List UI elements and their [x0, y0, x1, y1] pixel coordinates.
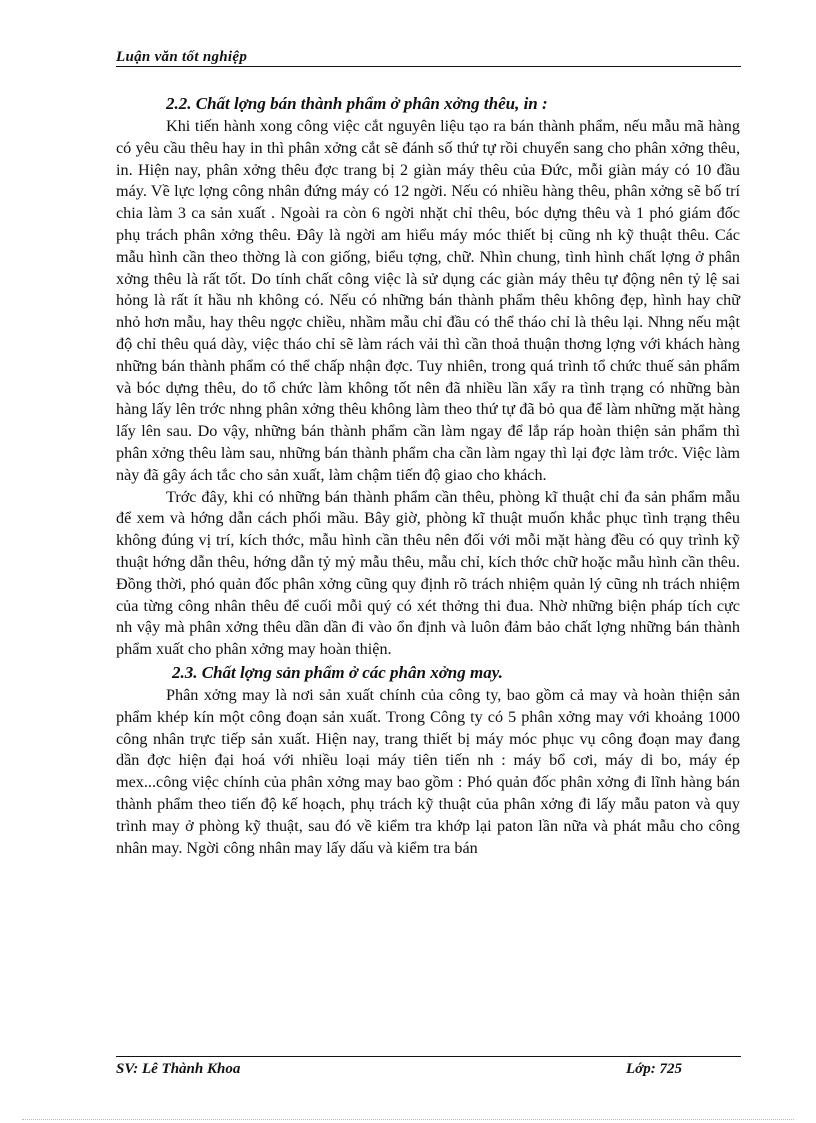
section-heading-2-3: 2.3. Chất lợng sản phẩm ở các phân xởng may. [172, 662, 503, 682]
page-edge [22, 1119, 794, 1120]
header-rule [116, 66, 741, 67]
paragraph: Khi tiến hành xong công việc cắt nguyên liệu tạo ra bán thành phẩm, nếu mẫu mã hàng có yêu cầu thêu hay in thì phân xởng cắt sẽ đánh số thứ tự rồi chuyển sang cho phân xởng thêu, in. Hiện nay, phân xởng thêu đợc trang bị 2 giàn máy thêu của Đức, mỗi giàn máy có 10 đầu máy. Về lực lợng công nhân đứng máy có 12 ngời. Nếu có nhiều hàng thêu, phân xởng sẽ bố trí chia làm 3 ca sản xuất . Ngoài ra còn 6 ngời nhặt chỉ thêu, bóc dựng thêu và 1 phó giám đốc phụ trách phân xởng thêu. Đây là ngời am hiểu máy móc thiết bị cũng nh kỹ thuật thêu. Các mẫu hình cần theo thờng là con giống, biểu tợng, chữ. Nhìn chung, tình hình chất lợng ở phân xởng thêu là rất tốt. Do tính chất công việc là sử dụng các giàn máy thêu tự động nên tỷ lệ sai hỏng là rất ít hầu nh không có. Nếu có những bán thành phẩm thêu không đẹp, hình hay chữ nhỏ hơn mẫu, hay thêu ngợc chiều, nhầm mẫu chỉ đầu có thể tháo chỉ là thêu lại. Nhng nếu mật độ chỉ thêu quá dày, việc tháo chỉ sẽ làm rách vải thì cần thoả thuận thơng lợng với khách hàng những bán thành phẩm có thể chấp nhận đợc. Tuy nhiên, trong quá trình tổ chức thuế sản phẩm và bóc dựng thêu, do tổ chức làm không tốt nên đã nhiều lần xẩy ra tình trạng có những bàn hàng lấy lên trớc nhng phân xởng thêu không làm theo thứ tự đã bỏ qua để làm những mặt hàng lấy lên sau. Do vậy, những bán thành phẩm cần làm ngay để lắp ráp hoàn thiện sản phẩm thì phân xởng thêu làm sau, những bán thành phẩm cha cần làm ngay thì lại đợc làm trớc. Việc làm này đã gây ách tắc cho sản xuất, làm chậm tiến độ giao cho khách. [116, 117, 740, 484]
paragraph: Trớc đây, khi có những bán thành phẩm cần thêu, phòng kĩ thuật chỉ đa sản phẩm mẫu để xem và hớng dẫn cách phối mầu. Bây giờ, phòng kĩ thuật muốn khắc phục tình trạng thêu không đúng vị trí, kích thớc, mẫu hình cần thêu nên đối với mỗi mặt hàng đều có quy trình kỹ thuật hớng dẫn thêu, hớng dẫn tỷ mỷ mẫu thêu, mẫu chỉ, kích thớc chữ hoặc mẫu hình cần thêu. Đồng thời, phó quản đốc phân xởng cũng quy định rõ trách nhiệm quản lý cũng nh trách nhiệm của từng công nhân thêu để cuối mỗi quý có xét thởng thi đua. Nhờ những biện pháp tích cực nh vậy mà phân xởng thêu dần dần đi vào ổn định và luôn đảm bảo chất lợng những bán thành phẩm xuất cho phân xởng may hoàn thiện. [116, 487, 740, 659]
header-title: Luận văn tốt nghiệp [116, 49, 248, 65]
footer-rule [116, 1056, 741, 1057]
paragraph: Phân xởng may là nơi sản xuất chính của công ty, bao gồm cả may và hoàn thiện sản phẩm khép kín một công đoạn sản xuất. Trong Công ty có 5 phân xởng may với khoảng 1000 công nhân trực tiếp sản xuất. Hiện nay, trang thiết bị máy móc phục vụ công đoạn may đang dần đợc hiện đại hoá với nhiều loại máy tiên tiến nh : máy bổ cơi, máy di bo, máy ép mex...công việc chính của phân xởng may bao gồm : Phó quản đốc phân xởng đi lĩnh hàng bán thành phẩm theo tiến độ kế hoạch, phụ trách kỹ thuật của phân xởng đi lấy mẫu paton và quy trình may ở phòng kỹ thuật, sau đó về kiểm tra khớp lại paton lần nữa và phát mẫu cho công nhân may. Ngời công nhân may lấy dấu và kiểm tra bán [116, 685, 740, 857]
footer-class: Lớp: 725 [626, 1061, 682, 1077]
document-body [116, 92, 740, 859]
section-heading-2-2: 2.2. Chất lợng bán thành phẩm ở phân xởng thêu, in : [166, 94, 548, 113]
footer-author: SV: Lê Thành Khoa [116, 1061, 241, 1077]
